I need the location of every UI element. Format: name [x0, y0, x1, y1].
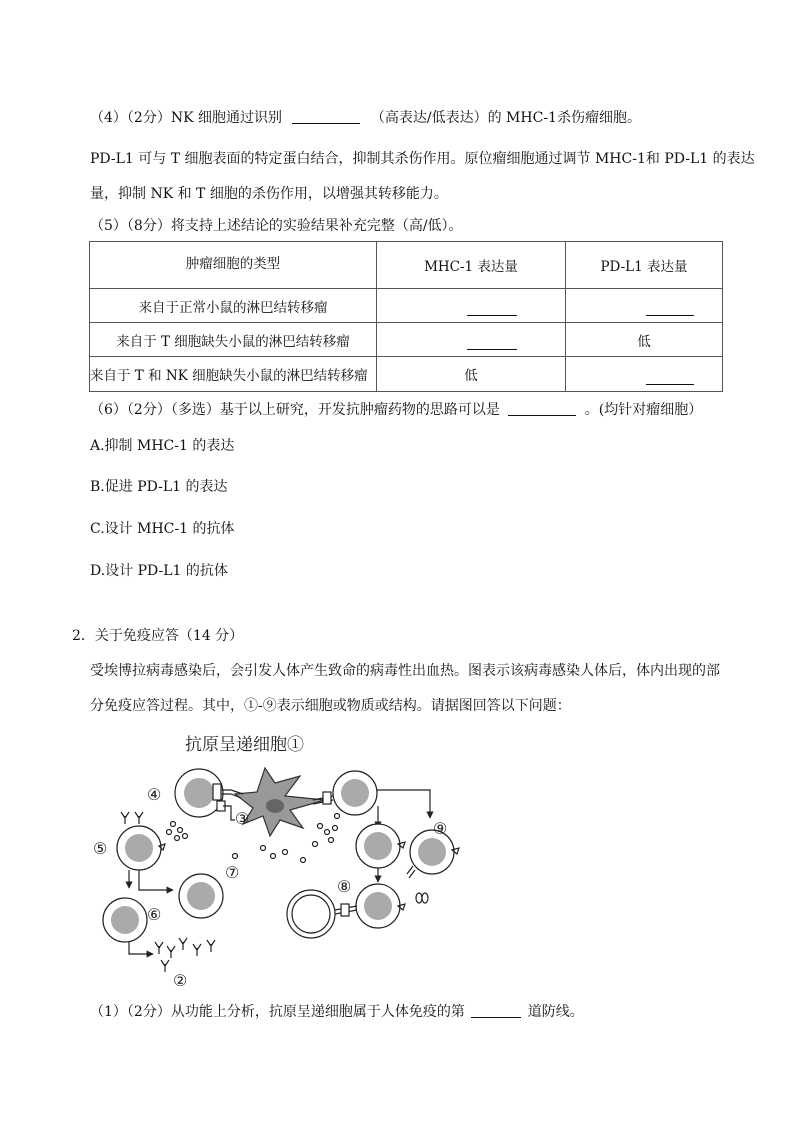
- question-4: [90, 108, 641, 128]
- tumor-type-cell: 来自于 T 细胞缺失小鼠的淋巴结转移瘤: [90, 323, 377, 357]
- question-5: （5）（8分）将支持上述结论的实验结果补充完整（高/低）。: [90, 218, 463, 234]
- answer-blank: [471, 1003, 521, 1018]
- header-cell: MHC-1 表达量: [377, 242, 566, 289]
- header-cell: 肿瘤细胞的类型: [90, 242, 377, 289]
- answer-blank: [646, 370, 694, 385]
- t-cell: [333, 771, 377, 815]
- mhc-cell: 低: [377, 357, 566, 392]
- mhc-cell: [377, 323, 566, 357]
- paragraph-line: 量，抑制 NK 和 T 细胞的杀伤作用，以增强其转移能力。: [90, 186, 448, 202]
- question-6: [90, 400, 702, 420]
- question-2-1-suffix: 道防线。: [527, 1004, 584, 1020]
- paragraph-line: 受埃博拉病毒感染后，会引发人体产生致命的病毒性出血热。图表示该病毒感染人体后，体内出现的部: [90, 663, 720, 679]
- cell-8: [356, 884, 405, 928]
- label-5: ⑤: [93, 839, 108, 858]
- answer-blank: [467, 335, 517, 350]
- immune-diagram: [85, 728, 485, 990]
- cell-7: [179, 874, 223, 918]
- question-2-1-prefix: （1）（2分）从功能上分析，抗原呈递细胞属于人体免疫的第: [90, 1004, 465, 1020]
- answer-blank: [292, 109, 360, 124]
- pdl1-cell: 低: [566, 323, 723, 357]
- question-6-suffix: 。(均针对瘤细胞）: [584, 402, 703, 418]
- option-a: A.抑制 MHC-1 的表达: [90, 438, 235, 454]
- cytokine-particles: [167, 814, 340, 863]
- option-b: B.促进 PD-L1 的表达: [90, 479, 228, 495]
- label-4: ④: [147, 785, 162, 804]
- immune-response-figure: [85, 728, 485, 990]
- answer-blank: [646, 301, 694, 316]
- question-4-prefix: （4）（2分）NK 细胞通过识别: [90, 110, 282, 126]
- label-6: ⑥: [147, 905, 162, 924]
- label-7: ⑦: [225, 863, 240, 882]
- table-row: [90, 323, 723, 357]
- option-c: C.设计 MHC-1 的抗体: [90, 521, 235, 537]
- results-table: [89, 241, 723, 392]
- label-9: ⑨: [433, 819, 448, 838]
- answer-blank: [467, 301, 517, 316]
- mhc-cell: [377, 289, 566, 323]
- question-4-suffix: （高表达/低表达）的 MHC-1杀伤瘤细胞。: [370, 110, 641, 126]
- target-cell: [287, 890, 335, 938]
- tumor-type-cell: 来自于正常小鼠的淋巴结转移瘤: [90, 289, 377, 323]
- option-d: D.设计 PD-L1 的抗体: [90, 563, 228, 579]
- paragraph-line: PD-L1 可与 T 细胞表面的特定蛋白结合，抑制其杀伤作用。原位瘤细胞通过调节 MHC-1和 PD-L1 的表达: [90, 151, 755, 167]
- table-header-row: [90, 242, 723, 289]
- table-row: [90, 289, 723, 323]
- antibodies: [155, 938, 215, 972]
- question-6-prefix: （6）（2分）（多选）基于以上研究，开发抗肿瘤药物的思路可以是: [90, 402, 500, 418]
- t-cell-middle: [356, 824, 405, 868]
- answer-blank: [508, 401, 576, 416]
- table-row: [90, 357, 723, 392]
- label-2: ②: [173, 971, 188, 990]
- tumor-type-cell: 来自于 T 和 NK 细胞缺失小鼠的淋巴结转移瘤: [90, 357, 377, 392]
- paragraph-line: 分免疫应答过程。其中，①-⑨表示细胞或物质或结构。请据图回答以下问题：: [90, 698, 571, 714]
- pdl1-cell: [566, 289, 723, 323]
- pdl1-cell: [566, 357, 723, 392]
- label-3: ③: [235, 809, 250, 828]
- header-cell: PD-L1 表达量: [566, 242, 723, 289]
- label-8: ⑧: [337, 877, 352, 896]
- apc-title: 抗原呈递细胞①: [185, 735, 304, 755]
- question-2-1: [90, 1002, 584, 1022]
- granule: [416, 893, 428, 903]
- cell-5: [117, 812, 165, 870]
- section-2-title: 2．关于免疫应答（14 分）: [72, 628, 244, 644]
- cell-6: [103, 898, 147, 942]
